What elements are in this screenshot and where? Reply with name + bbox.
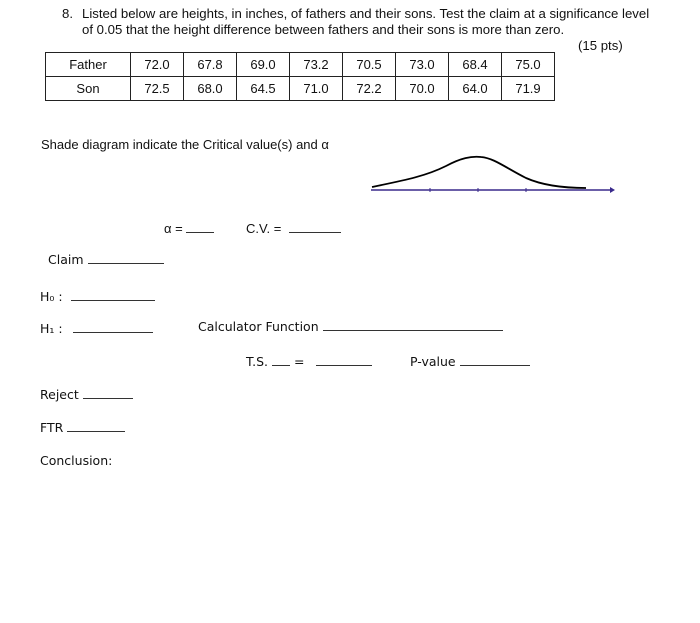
h0-blank[interactable] [71, 299, 155, 301]
calculator-label: Calculator Function [198, 319, 319, 334]
points-label: (15 pts) [578, 38, 623, 53]
father-value: 68.4 [449, 53, 502, 77]
father-value: 67.8 [184, 53, 237, 77]
father-value: 75.0 [502, 53, 555, 77]
son-value: 72.5 [131, 77, 184, 101]
question-number: 8. [62, 6, 73, 21]
ftr-label: FTR [40, 420, 64, 435]
data-table [45, 52, 555, 101]
cv-label: C.V. = [246, 221, 282, 236]
father-value: 69.0 [237, 53, 290, 77]
pvalue-field[interactable] [410, 354, 530, 369]
son-value: 68.0 [184, 77, 237, 101]
table-row-father [46, 53, 555, 77]
son-value: 64.5 [237, 77, 290, 101]
son-value: 64.0 [449, 77, 502, 101]
claim-label: Claim [48, 252, 84, 267]
bell-curve [372, 157, 586, 188]
son-value: 71.9 [502, 77, 555, 101]
claim-field[interactable] [48, 252, 164, 267]
h0-label: H₀ : [40, 289, 63, 304]
alpha-label: α = [164, 221, 183, 236]
table-row-son [46, 77, 555, 101]
question-text: Listed below are heights, in inches, of fathers and their sons. Test the claim at a significance level of 0.05 that the height difference between fathers and their sons is more than zero. [82, 6, 650, 37]
father-value: 73.2 [290, 53, 343, 77]
son-value: 71.0 [290, 77, 343, 101]
cv-field[interactable] [246, 221, 341, 236]
h1-blank[interactable] [73, 331, 153, 333]
father-value: 72.0 [131, 53, 184, 77]
father-value: 70.5 [343, 53, 396, 77]
son-value: 70.0 [396, 77, 449, 101]
ts-blank[interactable] [316, 364, 372, 366]
normal-curve-diagram[interactable] [366, 150, 616, 198]
calculator-field[interactable] [198, 319, 503, 334]
conclusion-label: Conclusion: [40, 453, 113, 468]
cv-blank[interactable] [289, 231, 341, 233]
shade-instruction: Shade diagram indicate the Critical value(s) and α [41, 137, 329, 152]
row-label-father: Father [46, 53, 131, 77]
ts-subscript-blank[interactable] [272, 364, 290, 366]
alpha-field[interactable] [164, 221, 214, 236]
h1-label: H₁ : [40, 321, 63, 336]
claim-blank[interactable] [88, 262, 164, 264]
ftr-field[interactable] [40, 420, 125, 435]
ts-field[interactable] [246, 354, 372, 369]
reject-label: Reject [40, 387, 79, 402]
alpha-blank[interactable] [186, 231, 214, 233]
h0-field[interactable] [40, 289, 155, 304]
reject-blank[interactable] [83, 397, 133, 399]
pvalue-blank[interactable] [460, 364, 530, 366]
ts-label: T.S. [246, 354, 269, 369]
calculator-blank[interactable] [323, 329, 503, 331]
ftr-blank[interactable] [67, 430, 125, 432]
reject-field[interactable] [40, 387, 133, 402]
ts-equals: = [294, 354, 305, 369]
son-value: 72.2 [343, 77, 396, 101]
h1-field[interactable] [40, 321, 153, 336]
pvalue-label: P-value [410, 354, 456, 369]
axis-arrow-icon [610, 187, 615, 193]
row-label-son: Son [46, 77, 131, 101]
father-value: 73.0 [396, 53, 449, 77]
